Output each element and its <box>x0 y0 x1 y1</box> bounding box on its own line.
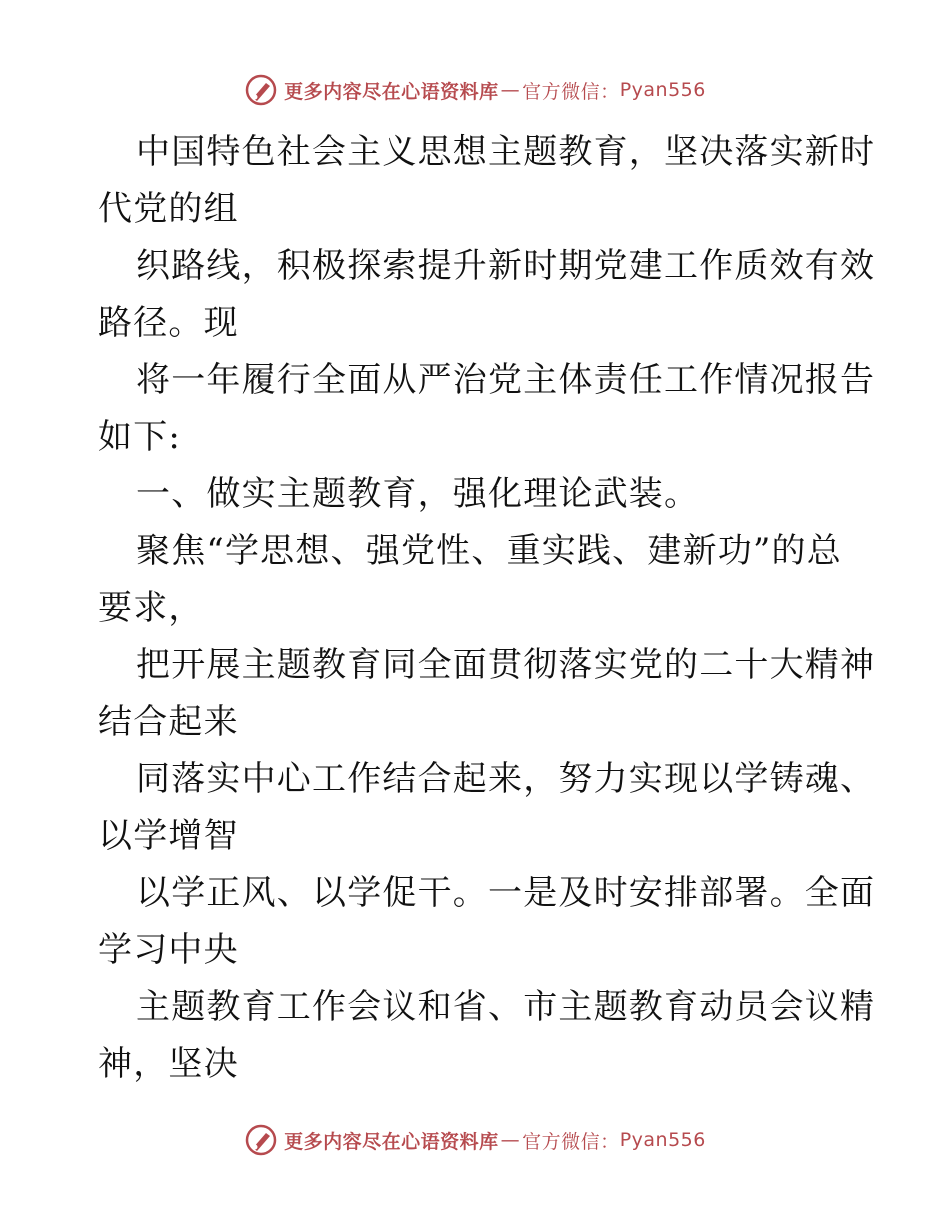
text-line: 将一年履行全面从严治党主体责任工作情况报告 <box>136 360 876 400</box>
footer-banner <box>0 1120 950 1160</box>
header-banner <box>0 70 950 110</box>
text-line: 主题教育工作会议和省、市主题教育动员会议精 <box>136 987 876 1027</box>
banner-wechat-id: Pyan556 <box>619 79 706 101</box>
banner-wechat-label: 官方微信： <box>522 1130 620 1153</box>
banner-separator: — <box>500 1129 521 1151</box>
banner-main-text: 更多内容尽在心语资料库 <box>284 1130 499 1153</box>
text-line: 如下: <box>98 417 182 457</box>
pen-logo-icon <box>244 1123 278 1157</box>
text-line: 要求， <box>98 588 204 628</box>
banner-wechat-id: Pyan556 <box>619 1129 706 1151</box>
text-line: 路径。现 <box>98 303 239 343</box>
document-body <box>98 124 876 1093</box>
text-line: 把开展主题教育同全面贯彻落实党的二十大精神 <box>136 645 876 685</box>
banner-main-text: 更多内容尽在心语资料库 <box>284 80 499 103</box>
section-heading: 一、做实主题教育，强化理论武装。 <box>136 474 700 514</box>
text-line: 学习中央 <box>98 930 239 970</box>
text-line: 织路线，积极探索提升新时期党建工作质效有效 <box>136 246 876 286</box>
text-line: 聚焦“学思想、强党性、重实践、建新功”的总 <box>136 531 842 571</box>
text-line: 神，坚决 <box>98 1044 239 1084</box>
banner-separator: — <box>500 79 521 101</box>
text-line: 以学正风、以学促干。一是及时安排部署。全面 <box>136 873 876 913</box>
text-line: 同落实中心工作结合起来，努力实现以学铸魂、 <box>136 759 876 799</box>
text-line: 以学增智 <box>98 816 239 856</box>
text-line: 代党的组 <box>98 189 239 229</box>
text-line: 结合起来 <box>98 702 239 742</box>
banner-wechat-label: 官方微信： <box>522 80 620 103</box>
text-line: 中国特色社会主义思想主题教育，坚决落实新时 <box>136 132 876 172</box>
pen-logo-icon <box>244 73 278 107</box>
